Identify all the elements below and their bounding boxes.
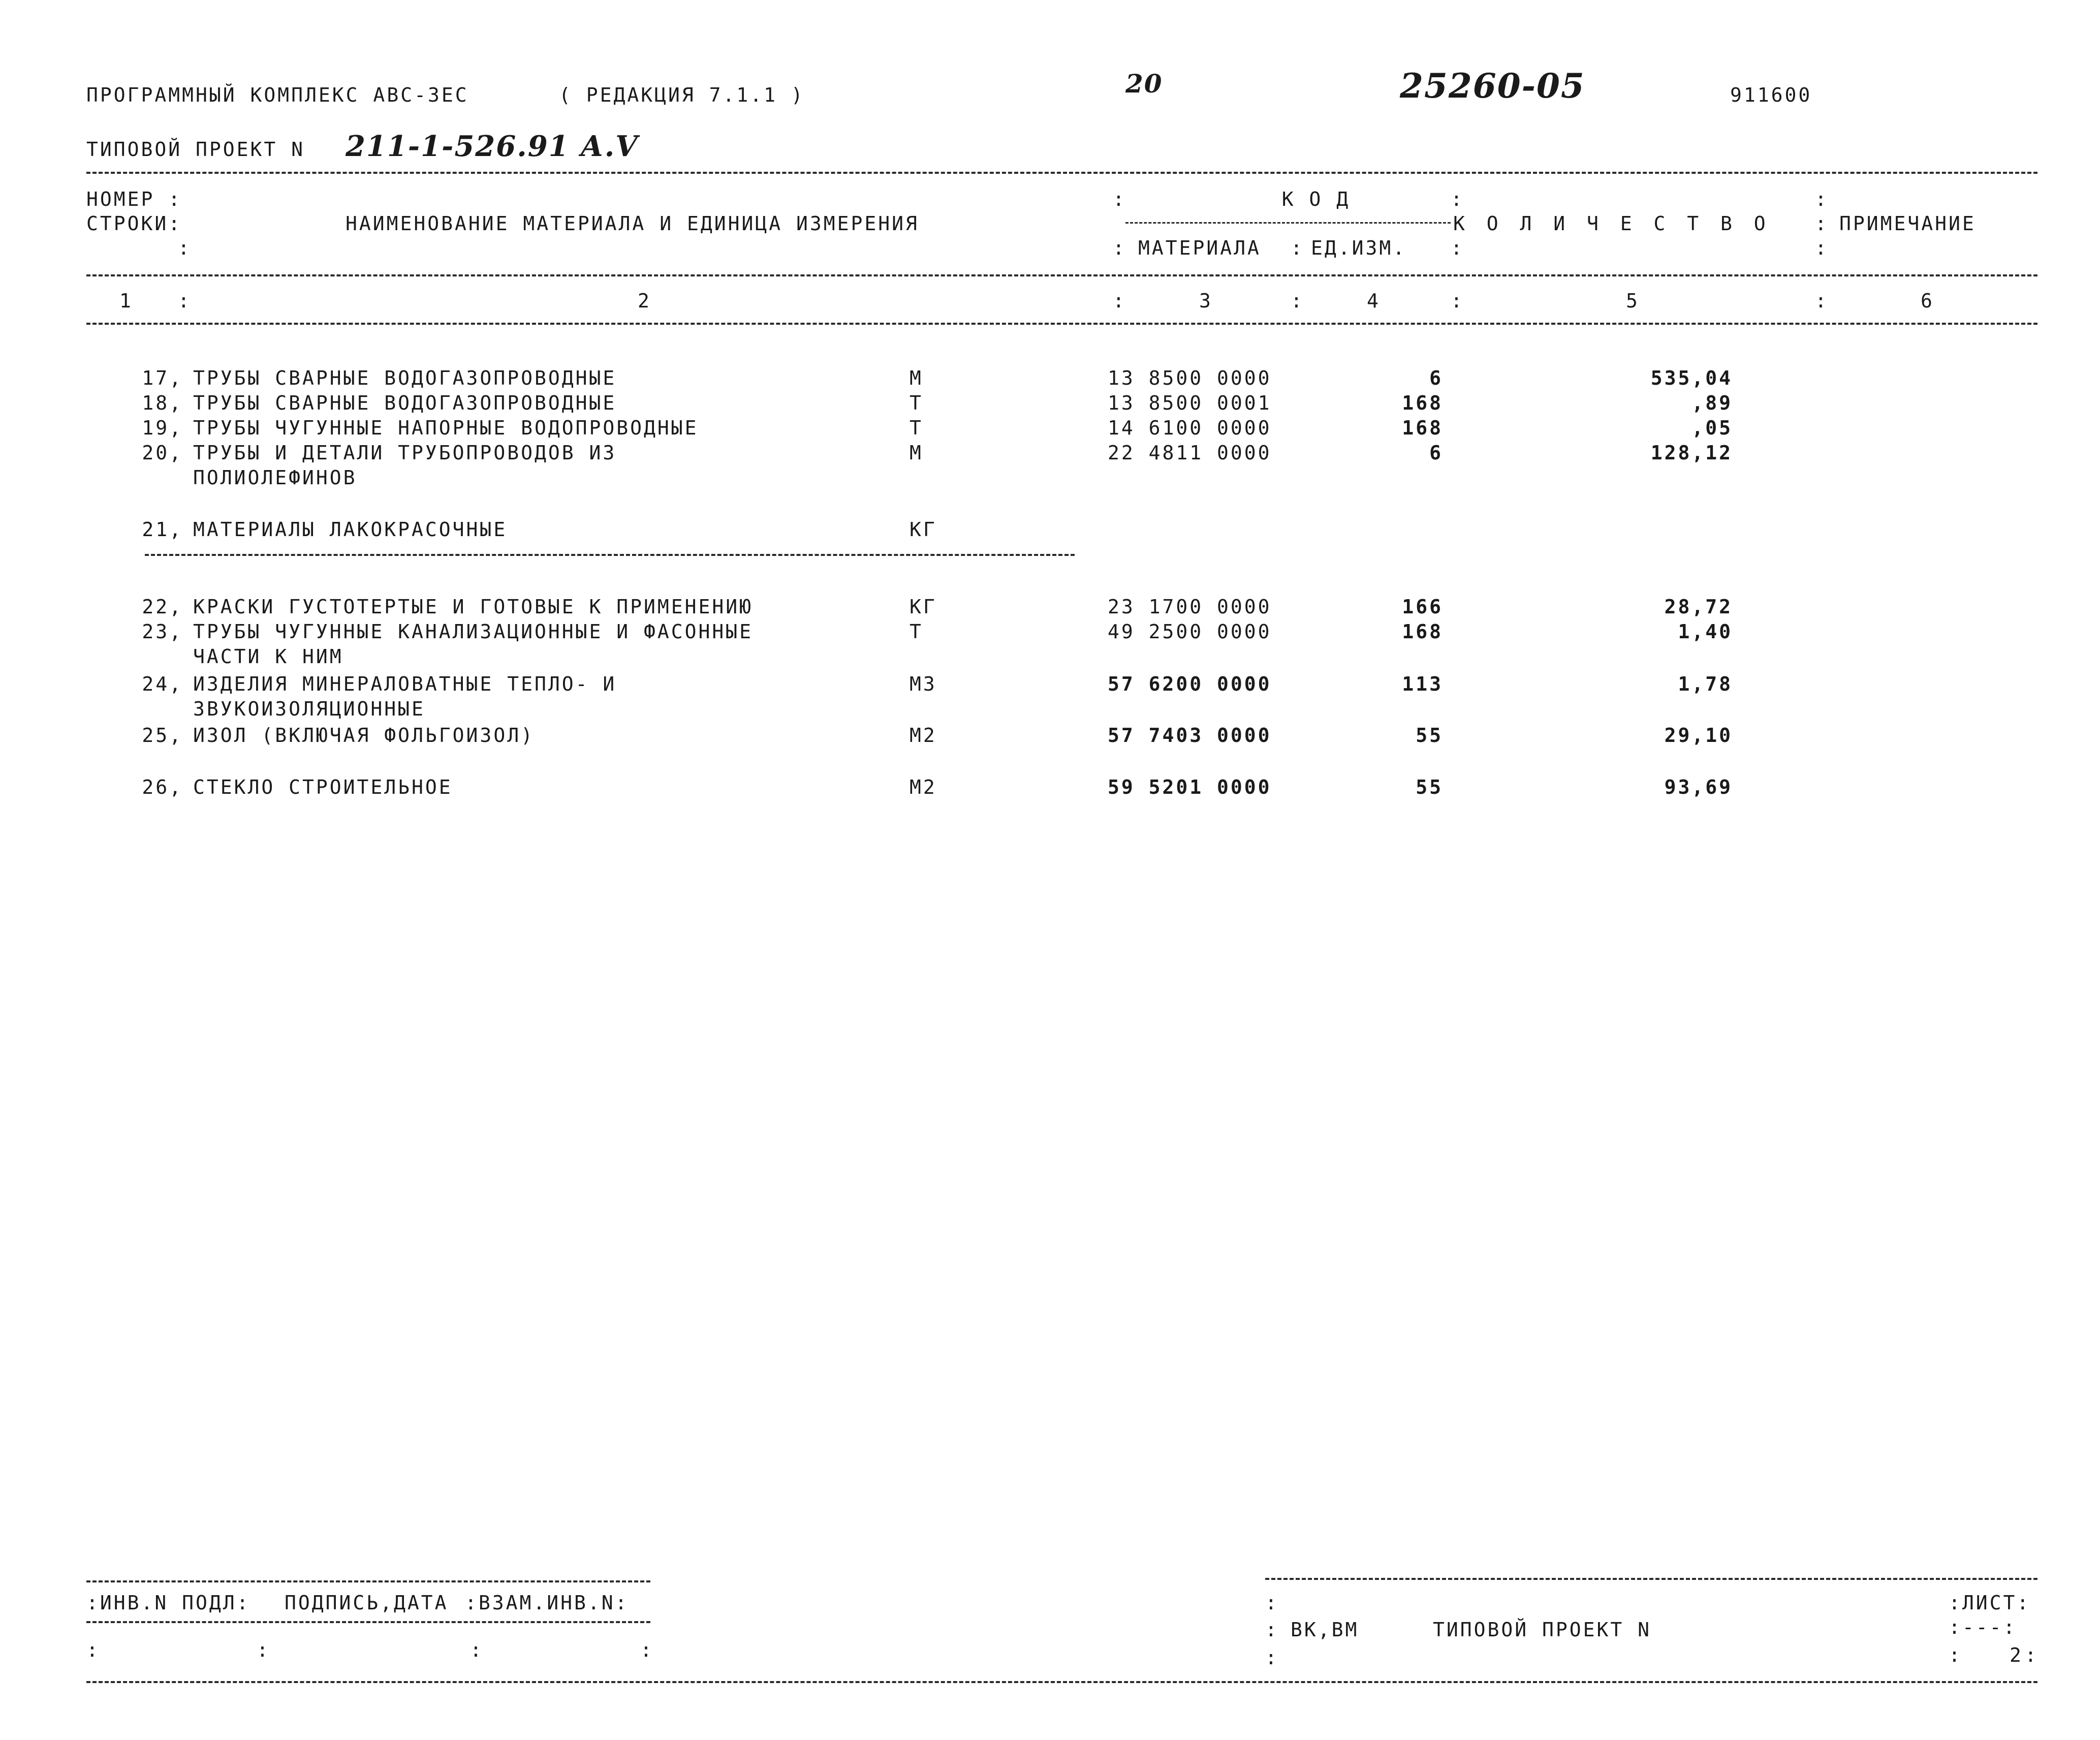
code-sub-sep-m: :: [1291, 237, 1304, 259]
col-number-sep-2: :: [1113, 290, 1126, 312]
table-top-rule: [86, 172, 2038, 174]
row-26-quantity: 93,69: [1664, 776, 1733, 798]
code-sep-left: :: [1113, 188, 1126, 210]
row-26-code: 59 5201 0000: [1108, 776, 1272, 798]
code-right: 911600: [1730, 84, 1812, 106]
row-24-code: 57 6200 0000: [1108, 673, 1272, 695]
row-17-number: 17,: [142, 367, 183, 389]
col-numbers-bottom-rule: [86, 323, 2038, 325]
col-name-header: НАИМЕНОВАНИЕ МАТЕРИАЛА И ЕДИНИЦА ИЗМЕРЕНИЯ: [346, 212, 919, 235]
stamp-left-sep-2: :: [257, 1639, 270, 1661]
row-23-unit-code: 168: [1402, 620, 1443, 643]
row-23-name: ТРУБЫ ЧУГУННЫЕ КАНАЛИЗАЦИОННЫЕ И ФАСОННЫЕ: [193, 620, 753, 643]
row-25-quantity: 29,10: [1664, 724, 1733, 747]
row-25-name: ИЗОЛ (ВКЛЮЧАЯ ФОЛЬГОИЗОЛ): [193, 724, 535, 747]
row-25-unit-code: 55: [1416, 724, 1443, 747]
stamp-sheet-sep: :: [1949, 1644, 1962, 1666]
col-number-sep-3: :: [1291, 290, 1304, 312]
row-17-code: 13 8500 0000: [1108, 367, 1272, 389]
col-quantity-header: К О Л И Ч Е С Т В О: [1453, 212, 1771, 235]
col-number-6: 6: [1921, 290, 1934, 312]
row-18-unit-code: 168: [1402, 392, 1443, 414]
row-19-code: 14 6100 0000: [1108, 417, 1272, 439]
program-edition: ( РЕДАКЦИЯ 7.1.1 ): [559, 84, 805, 106]
row-24-name-cont: ЗВУКОИЗОЛЯЦИОННЫЕ: [193, 698, 425, 720]
row-19-quantity: ,05: [1691, 417, 1733, 439]
col-number-sep-5: :: [1815, 290, 1829, 312]
project-number: 211-1-526.91 А.V: [346, 130, 639, 163]
stamp-sheet-label: :ЛИСТ:: [1949, 1592, 2031, 1614]
row-18-number: 18,: [142, 392, 183, 414]
stamp-bottom-rule: [86, 1681, 2038, 1683]
stamp-left-sep-1: :: [86, 1639, 100, 1661]
row-23-code: 49 2500 0000: [1108, 620, 1272, 643]
col-number-5: 5: [1626, 290, 1640, 312]
col-number-1: 1: [119, 290, 133, 312]
col-row-number-line1: НОМЕР :: [86, 188, 182, 210]
col-code-header: К О Д: [1281, 188, 1351, 210]
stamp-replace: :ВЗАМ.ИНВ.N:: [465, 1592, 629, 1614]
stamp-project: ТИПОВОЙ ПРОЕКТ N: [1433, 1619, 1652, 1641]
header-bottom-rule: [86, 274, 2038, 276]
stamp-left-top-rule: [86, 1580, 650, 1582]
row-23-quantity: 1,40: [1678, 620, 1733, 643]
project-label: ТИПОВОЙ ПРОЕКТ N: [86, 138, 305, 161]
stamp-right-sep-2: :: [1265, 1619, 1279, 1641]
col-code-material: МАТЕРИАЛА: [1138, 237, 1261, 259]
row-20-name-cont: ПОЛИОЛЕФИНОВ: [193, 467, 357, 489]
stamp-right-sep-1: :: [1265, 1592, 1279, 1614]
row-24-unit-code: 113: [1402, 673, 1443, 695]
col-number-2: 2: [638, 290, 651, 312]
doc-code: 25260-05: [1400, 66, 1585, 106]
code-sub-sep-l: :: [1113, 237, 1126, 259]
col-number-4: 4: [1367, 290, 1381, 312]
row-20-number: 20,: [142, 442, 183, 464]
row-26-unit: М2: [910, 776, 937, 798]
row-22-code: 23 1700 0000: [1108, 596, 1272, 618]
row-20-unit-code: 6: [1429, 442, 1443, 464]
stamp-signature: ПОДПИСЬ,ДАТА: [285, 1592, 449, 1614]
row-18-quantity: ,89: [1691, 392, 1733, 414]
stamp-left-mid-rule: [86, 1621, 650, 1623]
code-sub-sep-r: :: [1451, 237, 1464, 259]
row-26-number: 26,: [142, 776, 183, 798]
stamp-sheet-rule: :---:: [1949, 1616, 2017, 1638]
row-17-name: ТРУБЫ СВАРНЫЕ ВОДОГАЗОПРОВОДНЫЕ: [193, 367, 617, 389]
row-20-quantity: 128,12: [1650, 442, 1733, 464]
row-22-name: КРАСКИ ГУСТОТЕРТЫЕ И ГОТОВЫЕ К ПРИМЕНЕНИЮ: [193, 596, 753, 618]
row-18-code: 13 8500 0001: [1108, 392, 1272, 414]
row-23-name-cont: ЧАСТИ К НИМ: [193, 645, 343, 668]
row-19-name: ТРУБЫ ЧУГУННЫЕ НАПОРНЫЕ ВОДОПРОВОДНЫЕ: [193, 417, 699, 439]
row-21-unit: КГ: [910, 518, 937, 541]
row-18-name: ТРУБЫ СВАРНЫЕ ВОДОГАЗОПРОВОДНЫЕ: [193, 392, 617, 414]
row-18-unit: Т: [910, 392, 923, 414]
stamp-left-sep-4: :: [640, 1639, 654, 1661]
col-number-sep-1: :: [178, 290, 192, 312]
row-19-number: 19,: [142, 417, 183, 439]
row-24-name: ИЗДЕЛИЯ МИНЕРАЛОВАТНЫЕ ТЕПЛО- И: [193, 673, 617, 695]
col-row-number-sep: :: [178, 237, 192, 259]
row-20-unit: М: [910, 442, 923, 464]
row-22-number: 22,: [142, 596, 183, 618]
row-25-unit: М2: [910, 724, 937, 747]
stamp-right-top-rule: [1265, 1578, 2038, 1580]
col-number-3: 3: [1199, 290, 1213, 312]
row-21-number: 21,: [142, 518, 183, 541]
stamp-inv-no: :ИНВ.N ПОДЛ:: [86, 1592, 250, 1614]
row-25-number: 25,: [142, 724, 183, 747]
row-19-unit-code: 168: [1402, 417, 1443, 439]
col-code-unit: ЕД.ИЗМ.: [1311, 237, 1407, 259]
row-24-quantity: 1,78: [1678, 673, 1733, 695]
stamp-left-sep-3: :: [470, 1639, 484, 1661]
row-20-code: 22 4811 0000: [1108, 442, 1272, 464]
row-24-number: 24,: [142, 673, 183, 695]
stamp-right-sep-3: :: [1265, 1646, 1279, 1669]
code-subrule: [1125, 222, 1451, 224]
row-22-quantity: 28,72: [1664, 596, 1733, 618]
page-number: 20: [1125, 69, 1163, 99]
row-20-name: ТРУБЫ И ДЕТАЛИ ТРУБОПРОВОДОВ ИЗ: [193, 442, 617, 464]
note-sep-mid: :: [1815, 212, 1829, 235]
row-17-unit-code: 6: [1429, 367, 1443, 389]
program-title: ПРОГРАММНЫЙ КОМПЛЕКС АВС-3ЕС: [86, 84, 469, 106]
row-17-quantity: 535,04: [1650, 367, 1733, 389]
note-sep-top: :: [1815, 188, 1829, 210]
code-sep-right: :: [1451, 188, 1464, 210]
stamp-sheet-number: 2: [2010, 1644, 2023, 1666]
row-24-unit: М3: [910, 673, 937, 695]
row-25-code: 57 7403 0000: [1108, 724, 1272, 747]
note-sep-bot: :: [1815, 237, 1829, 259]
stamp-sheet-sep-r: :: [2025, 1644, 2039, 1666]
row-22-unit: КГ: [910, 596, 937, 618]
col-row-number-line2: СТРОКИ:: [86, 212, 182, 235]
stamp-section: ВК,ВМ: [1291, 1619, 1359, 1641]
row-23-unit: Т: [910, 620, 923, 643]
row-22-unit-code: 166: [1402, 596, 1443, 618]
row-26-unit-code: 55: [1416, 776, 1443, 798]
col-note-header: ПРИМЕЧАНИЕ: [1839, 212, 1976, 235]
row-19-unit: Т: [910, 417, 923, 439]
row-21-name: МАТЕРИАЛЫ ЛАКОКРАСОЧНЫЕ: [193, 518, 508, 541]
row-26-name: СТЕКЛО СТРОИТЕЛЬНОЕ: [193, 776, 453, 798]
col-number-sep-4: :: [1451, 290, 1464, 312]
group-underline: [145, 554, 1075, 556]
row-23-number: 23,: [142, 620, 183, 643]
row-17-unit: М: [910, 367, 923, 389]
